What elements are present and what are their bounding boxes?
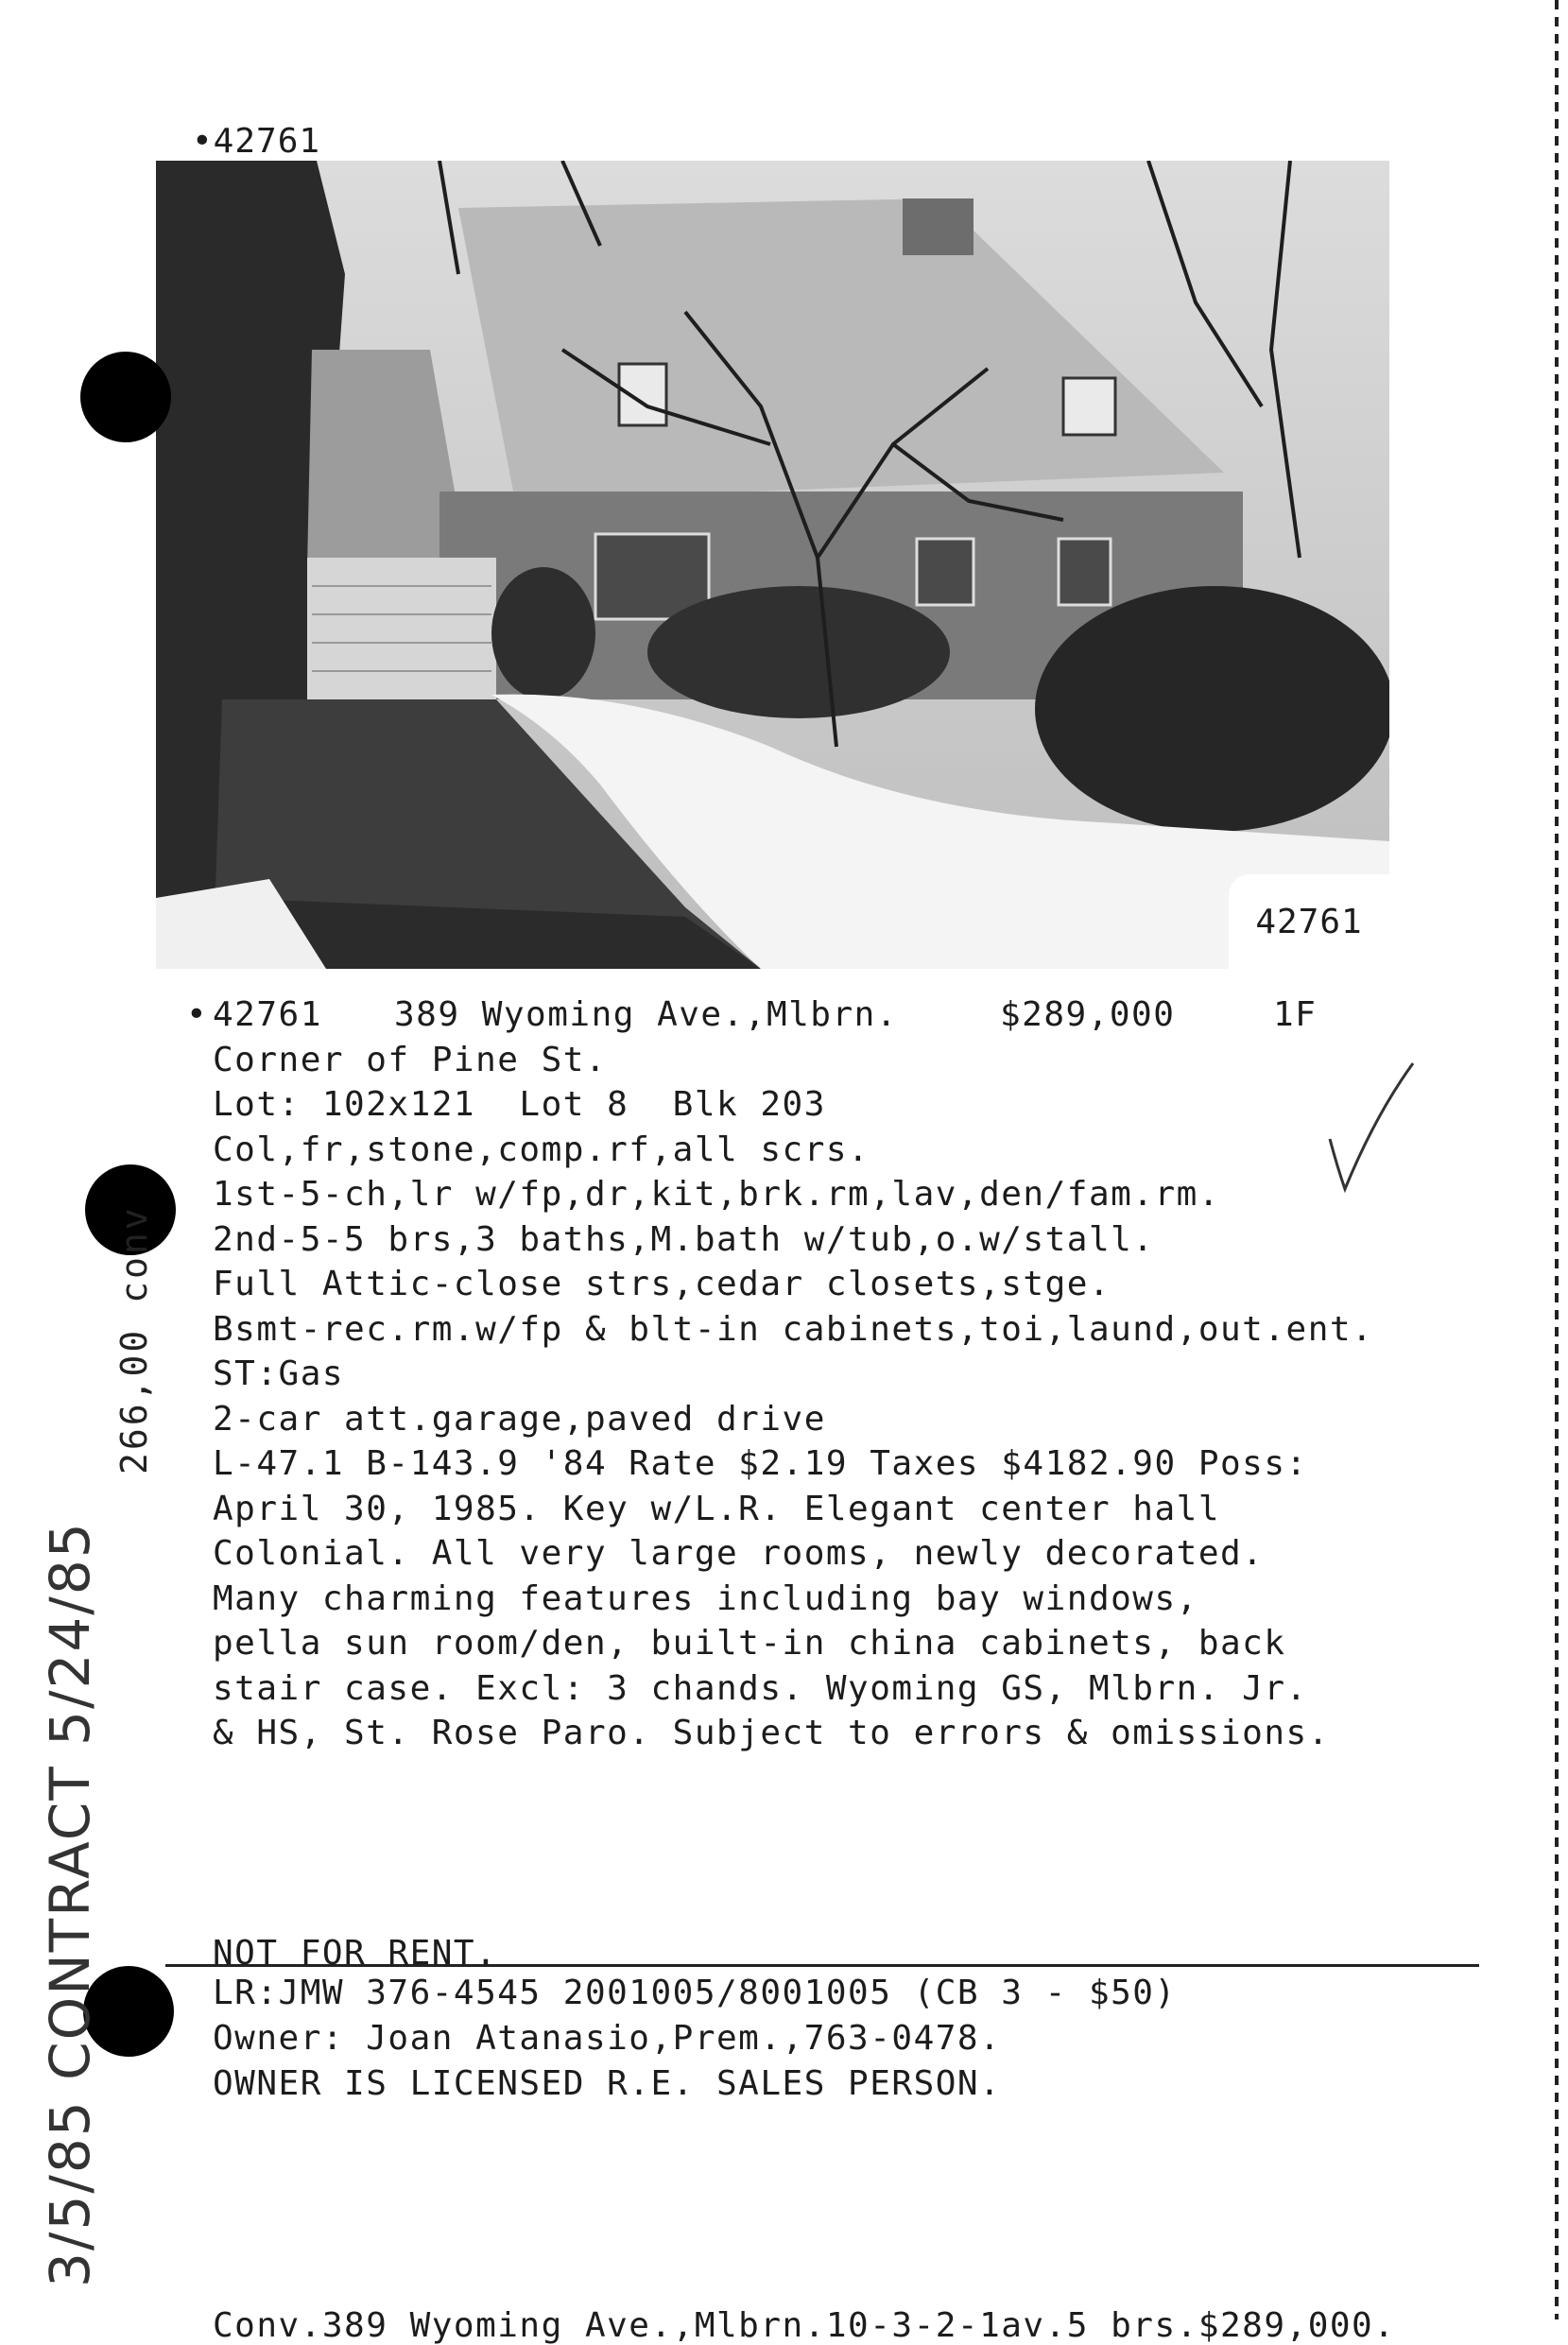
house-illustration — [156, 161, 1389, 969]
listing-mls: 42761 — [213, 995, 322, 1034]
listing-line: & HS, St. Rose Paro. Subject to errors & omissions. — [213, 1714, 1330, 1752]
listing-line: Full Attic-close strs,cedar closets,stge. — [213, 1265, 1111, 1303]
listing-address: 389 Wyoming Ave.,Mlbrn. — [394, 995, 898, 1034]
listing-line: 1st-5-ch,lr w/fp,dr,kit,brk.rm,lav,den/fam.rm. — [213, 1175, 1220, 1214]
checkmark-icon — [1318, 1059, 1422, 1200]
listing-line: stair case. Excl: 3 chands. Wyoming GS, Mlbrn. Jr. — [213, 1668, 1308, 1708]
bullet-icon: • — [186, 995, 209, 1034]
photo-mls-label: 42761 — [1229, 874, 1389, 969]
owner-line: Owner: Joan Atanasio,Prem.,763-0478. — [213, 2019, 1002, 2058]
listing-first-line — [186, 992, 1373, 1038]
vertical-conv-note: 266,00 conv — [113, 1205, 155, 1474]
not-for-rent: NOT FOR RENT. — [213, 1934, 498, 1973]
perforated-edge — [1555, 0, 1559, 2319]
binder-hole-top — [80, 352, 171, 442]
listing-line: pella sun room/den, built-in china cabinets, back — [213, 1624, 1286, 1663]
listing-type: 1F — [1273, 995, 1318, 1034]
listing-agent-line: LR:JMW 376-4545 2001005/8001005 (CB 3 - $50) — [213, 1974, 1177, 2012]
listing-line: April 30, 1985. Key w/L.R. Elegant center hall — [213, 1489, 1220, 1528]
house-photo — [156, 161, 1389, 969]
conv-summary-line: Conv.389 Wyoming Ave.,Mlbrn.10-3-2-1av.5 brs.$289,000. — [213, 2306, 1396, 2345]
listing-line: Many charming features including bay windows, — [213, 1578, 1198, 1618]
listing-price: $289,000 — [1000, 995, 1176, 1034]
listing-line: Corner of Pine St. — [213, 1040, 608, 1079]
listing-footer — [213, 1971, 1177, 2107]
licensed-line: OWNER IS LICENSED R.E. SALES PERSON. — [213, 2064, 1002, 2103]
handwritten-contract-note: 3/5/85 CONTRACT 5/24/85 — [38, 1521, 102, 2287]
listing-line: Bsmt-rec.rm.w/fp & blt-in cabinets,toi,laund,out.ent. — [213, 1309, 1374, 1349]
listing-line: 2nd-5-5 brs,3 baths,M.bath w/tub,o.w/stall. — [213, 1219, 1155, 1259]
listing-line: Col,fr,stone,comp.rf,all scrs. — [213, 1129, 870, 1169]
listing-line: ST:Gas — [213, 1354, 345, 1393]
listing-line: Colonial. All very large rooms, newly decorated. — [213, 1534, 1265, 1573]
header-mls: •42761 — [192, 122, 321, 161]
listing-line: 2-car att.garage,paved drive — [213, 1399, 826, 1439]
listing-line: Lot: 102x121 Lot 8 Blk 203 — [213, 1085, 826, 1124]
listing-details — [186, 992, 1374, 1756]
listing-line: L-47.1 B-143.9 '84 Rate $2.19 Taxes $4182.90 Poss: — [213, 1444, 1308, 1483]
